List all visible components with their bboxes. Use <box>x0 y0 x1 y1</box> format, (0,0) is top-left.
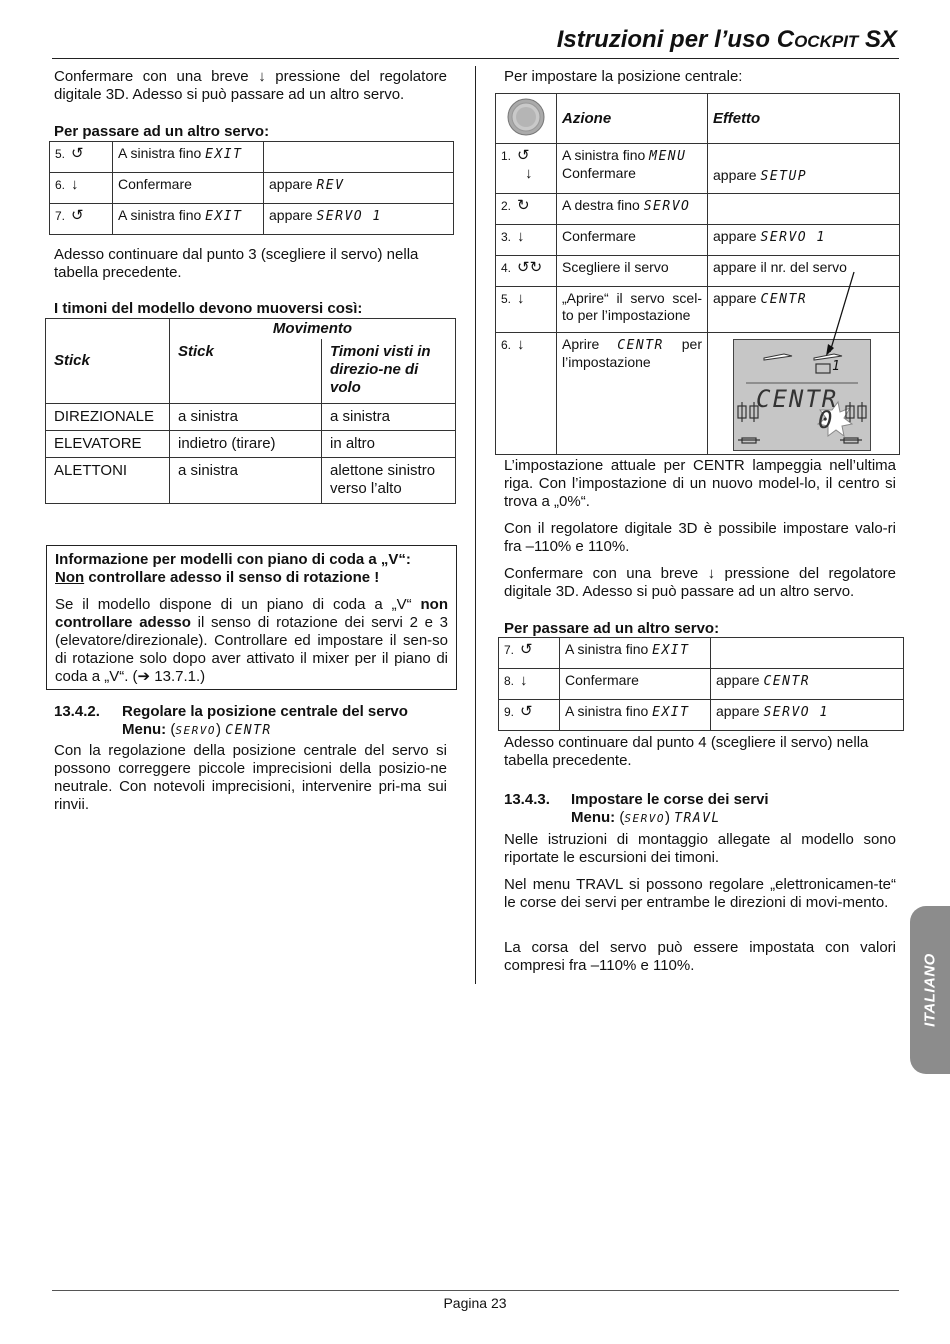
info-title: Informazione per modelli con piano di coda a „V“: <box>55 551 411 568</box>
press-down-icon: ↓ <box>520 672 528 689</box>
table-row: 6. ↓ Confermare appare REV <box>50 173 454 204</box>
right-switch-table <box>498 637 904 731</box>
pointer-arrow <box>820 270 860 360</box>
col-stick2-header: Stick <box>170 339 322 403</box>
lcd-line-servo: 1 <box>832 359 842 374</box>
table-row: ALETTONI a sinistra alettone sinistro verso l’alto <box>46 457 456 503</box>
header-rule <box>52 58 899 59</box>
table-row: 6. ↓ Aprire CENTR per l’impostazione <box>496 333 900 455</box>
column-divider <box>475 66 476 984</box>
section-body-1342: Con la regolazione della posizione centrale del servo si possono correggere piccole imprecisioni della posizio-ne neutrale. Con notevoli imprecisioni, intervenire pri-ma sui rinvii. <box>54 742 447 813</box>
section-1343-p1: Nelle istruzioni di montaggio allegate al modello sono riportate le escursioni dei timoni. <box>504 831 896 866</box>
right-intro: Per impostare la posizione centrale: <box>504 68 743 85</box>
section-title-1343: Impostare le corse dei servi <box>571 791 769 808</box>
rotate-left-icon: ↺ <box>520 641 533 658</box>
section-menu-1343: Menu: (SERVO) TRAVL <box>571 809 721 826</box>
col-action-header: Azione <box>557 94 708 144</box>
table-row: 5. ↺ A sinistra fino EXIT <box>50 142 454 173</box>
rotary-knob-icon <box>507 98 545 136</box>
rotate-left-icon: ↺ <box>520 703 533 720</box>
rotate-left-icon: ↺ <box>71 207 84 224</box>
left-intro: Confermare con una breve ↓ pressione del regolatore digitale 3D. Adesso si può passare ad un altro servo. <box>54 68 447 103</box>
rotate-right-icon: ↻ <box>517 197 530 214</box>
table-row: 3. ↓ Confermare appare SERVO 1 <box>496 225 900 256</box>
rotate-left-icon: ↺ <box>517 147 530 164</box>
document-title: Istruzioni per l’uso Cockpit SX <box>556 26 897 53</box>
v-tail-info-box: Informazione per modelli con piano di coda a „V“: Non controllare adesso il senso di rotazione ! Se il modello dispone di un piano di coda a „V“ non controllare adesso il senso di rotazione dei servi 2 e 3 (elevatore/direzionale). Controllare ed impostare il sen-so di rotazione solo dopo aver attivato il mixer per il piano di coda a „V“. (➔ 13.7.1.) <box>46 545 457 690</box>
table-row: 4. ↺↻ Scegliere il servo appare il nr. del servo <box>496 256 900 287</box>
col-stick-header: Stick <box>46 319 170 404</box>
right-para1: L’impostazione attuale per CENTR lampeggia nell’ultima riga. Con l’impostazione di un nuovo model-lo, il centro si trova a „0%“. <box>504 457 896 510</box>
table-row: 8. ↓ Confermare appare CENTR <box>499 669 904 700</box>
lcd-line-value: 0 <box>818 406 834 434</box>
table-row: ELEVATORE indietro (tirare) in altro <box>46 430 456 457</box>
right-para2: Con il regolatore digitale 3D è possibile impostare valo-ri fra –110% e 110%. <box>504 520 896 555</box>
table-row: 5. ↓ „Aprire“ il servo scel-to per l’impostazione appare CENTR <box>496 287 900 333</box>
section-menu-1342: Menu: (SERVO) CENTR <box>122 721 272 738</box>
section-number-1343: 13.4.3. <box>504 791 550 808</box>
press-down-icon: ↓ <box>517 336 525 353</box>
table-row: 7. ↺ A sinistra fino EXIT appare SERVO 1 <box>50 204 454 235</box>
table-row: 2. ↻ A destra fino SERVO <box>496 194 900 225</box>
left-switch-table <box>49 141 454 235</box>
right-continue: Adesso continuare dal punto 4 (scegliere il servo) nella tabella precedente. <box>504 734 869 769</box>
section-1343-p3: La corsa del servo può essere impostata con valori compresi fra –110% e 110%. <box>504 939 896 974</box>
press-down-icon: ↓ <box>525 165 533 182</box>
table-row: 7. ↺ A sinistra fino EXIT <box>499 638 904 669</box>
knob-header-cell <box>496 94 557 144</box>
lcd-line-centr: CENTR <box>756 385 839 413</box>
movement-table <box>45 318 456 504</box>
rotate-left-icon: ↺ <box>71 145 84 162</box>
table-row: DIREZIONALE a sinistra a sinistra <box>46 403 456 430</box>
col-effect-header: Effetto <box>708 94 900 144</box>
left-switch-heading: Per passare ad un altro servo: <box>54 123 270 140</box>
rotate-both-icon: ↺↻ <box>517 259 543 276</box>
left-continue: Adesso continuare dal punto 3 (scegliere il servo) nella tabella precedente. <box>54 246 419 281</box>
press-down-icon: ↓ <box>517 228 525 245</box>
page-number: Pagina 23 <box>443 1295 507 1311</box>
info-body: Se il modello dispone di un piano di coda a „V“ non controllare adesso il senso di rotazione dei servi 2 e 3 (elevatore/direzionale). Controllare ed impostare il sen-so di rotazione solo dopo aver attivato il mixer per il piano di coda a „V“. (➔ 13.7.1.) <box>55 596 448 685</box>
rudder-heading: I timoni del modello devono muoversi così: <box>54 300 363 317</box>
right-switch-heading: Per passare ad un altro servo: <box>504 620 720 637</box>
col-rudders-header: Timoni visti in direzio-ne di volo <box>322 339 456 403</box>
section-title-1342: Regolare la posizione centrale del servo <box>122 703 408 720</box>
press-down-icon: ↓ <box>517 290 525 307</box>
right-para3: Confermare con una breve ↓ pressione del regolatore digitale 3D. Adesso si può passare ad un altro servo. <box>504 565 896 600</box>
press-down-icon: ↓ <box>71 176 79 193</box>
language-tab: ITALIANO <box>910 906 950 1074</box>
table-row: 1. ↺ ↓ A sinistra fino MENU Confermare appare SETUP <box>496 144 900 194</box>
section-number-1342: 13.4.2. <box>54 703 100 720</box>
footer-rule <box>52 1290 899 1291</box>
section-1343-p2: Nel menu TRAVL si possono regolare „elettronicamen-te“ le corse dei servi per entrambe le direzioni di movi-mento. <box>504 876 896 911</box>
table-row: 9. ↺ A sinistra fino EXIT appare SERVO 1 <box>499 700 904 731</box>
group-header-movement: Movimento <box>170 319 456 340</box>
